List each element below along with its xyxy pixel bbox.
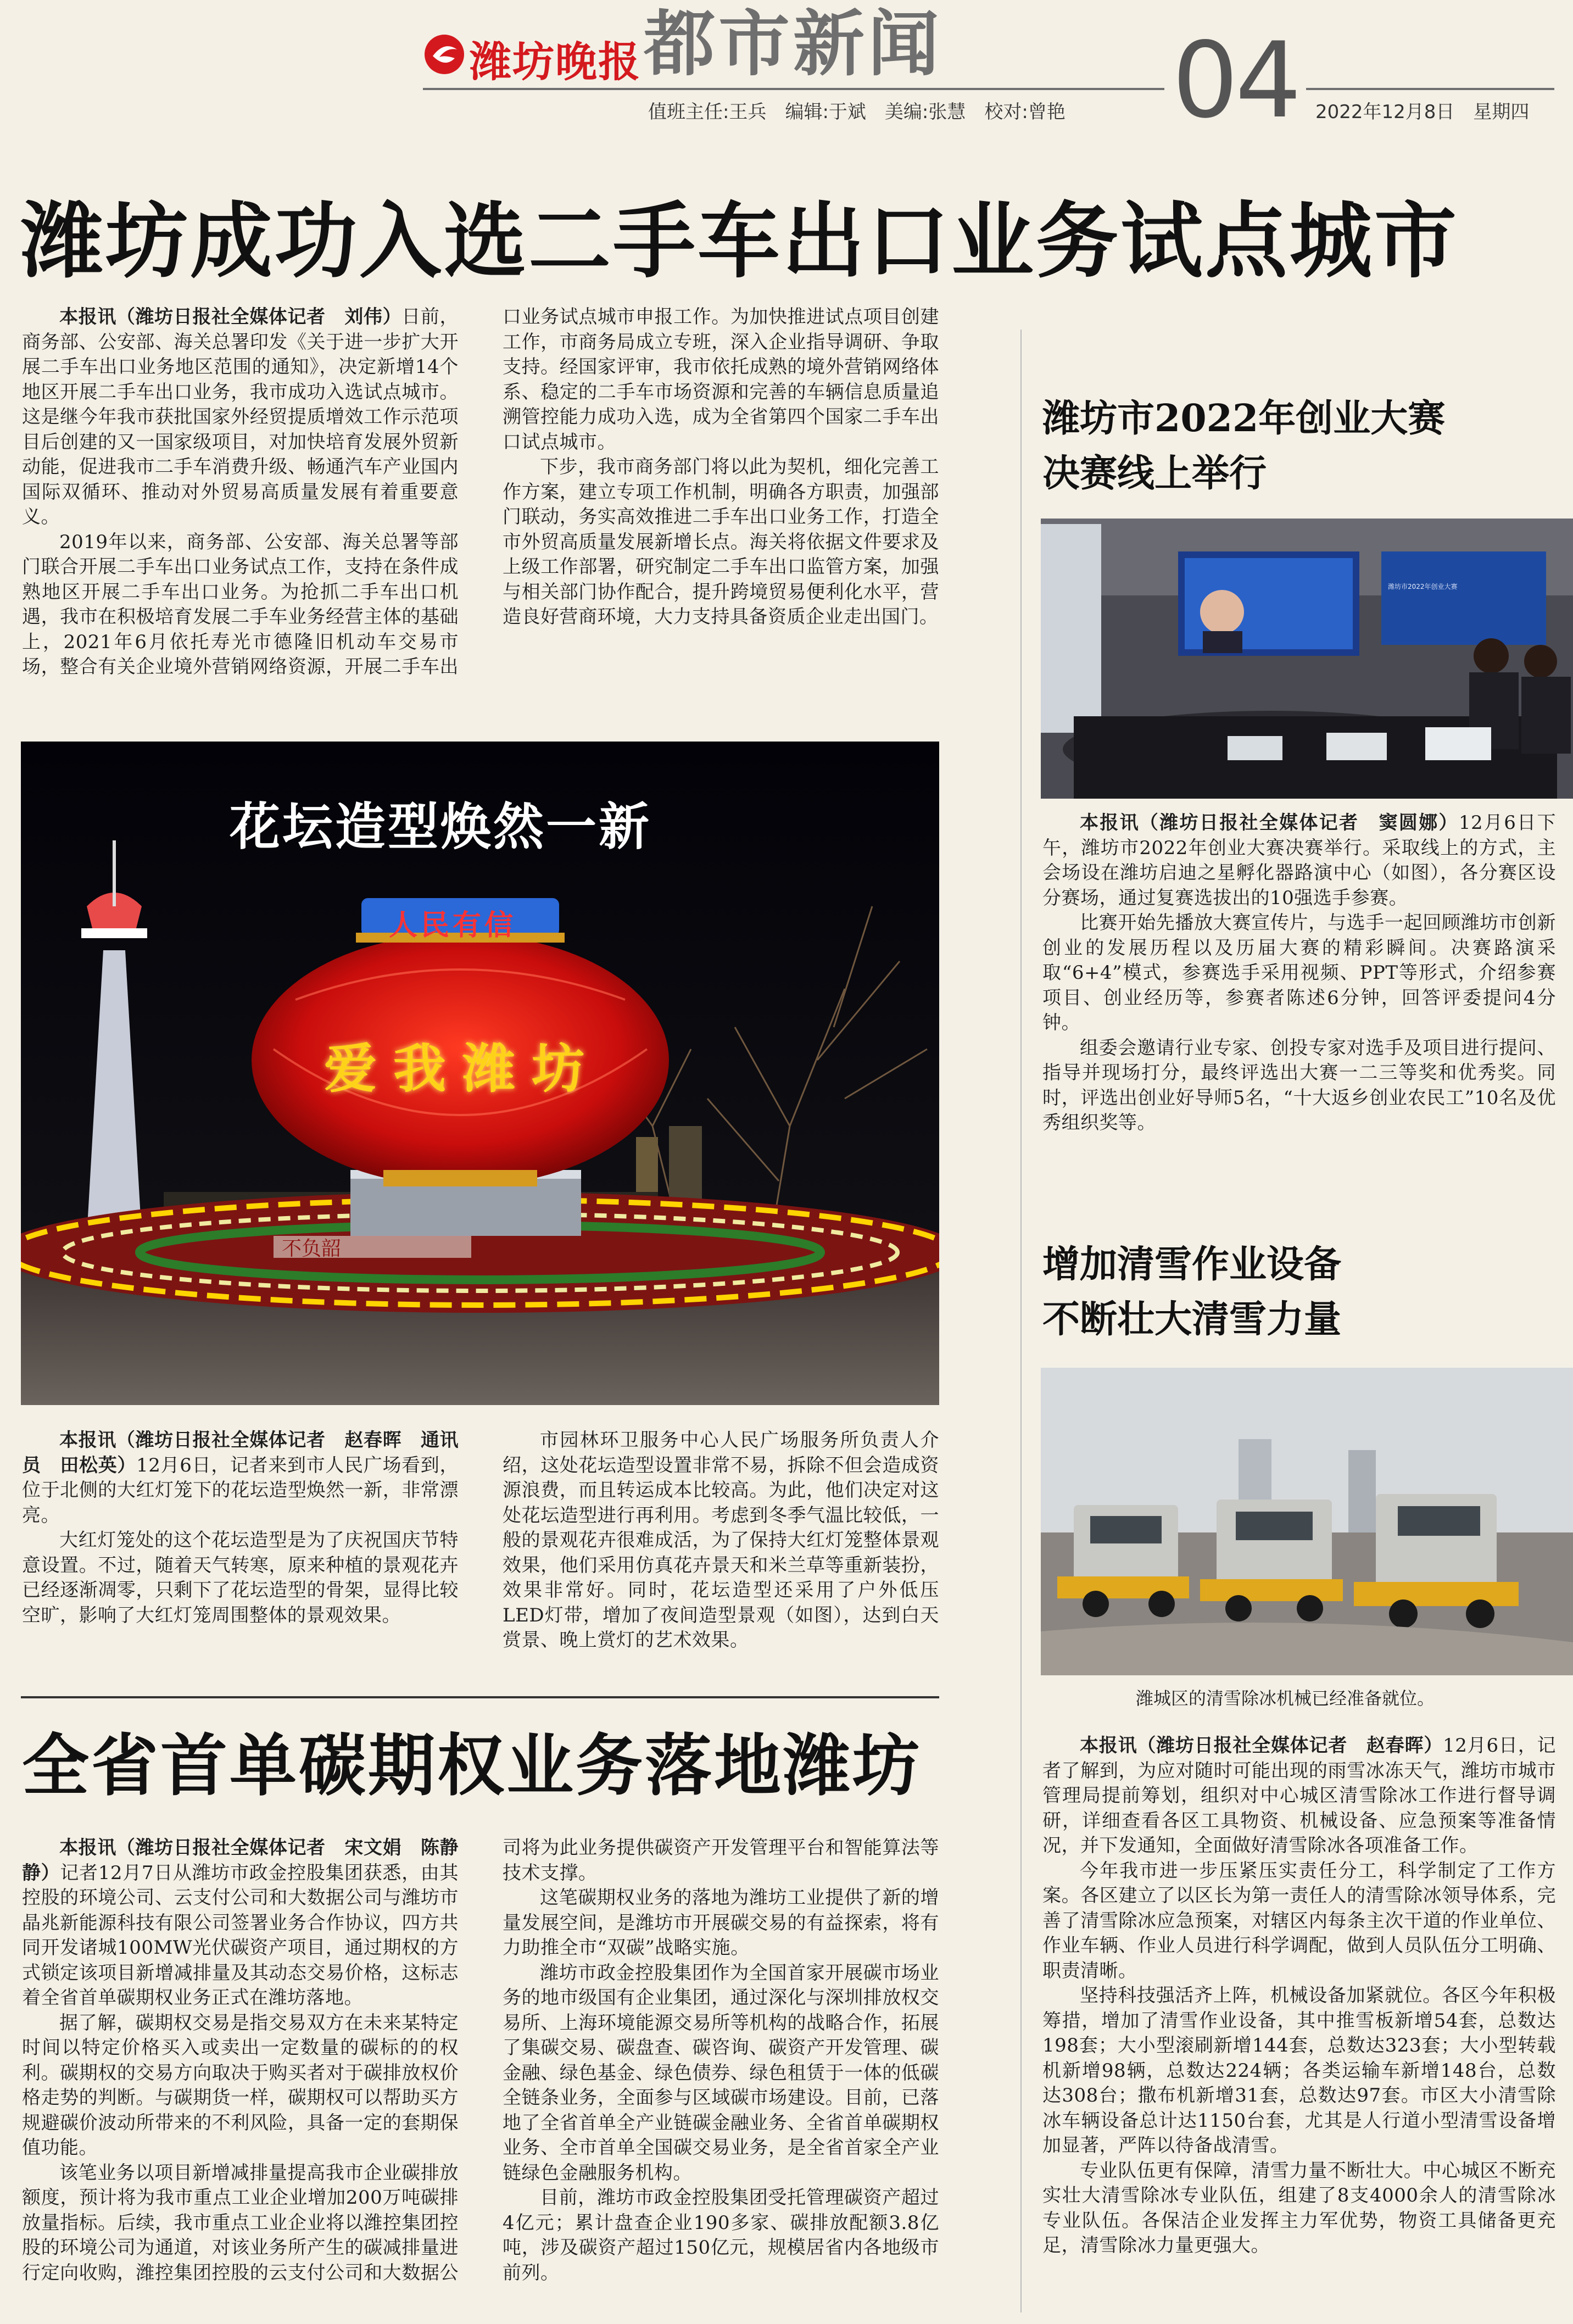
article1-byline: 本报讯（潍坊日报社全媒体记者 刘伟） [59, 306, 402, 328]
logo-icon [423, 33, 466, 76]
photo-screen-text: 人民有信 [389, 909, 517, 942]
snow-article-byline: 本报讯（潍坊日报社全媒体记者 赵春晖） [1080, 1735, 1443, 1757]
flower-article-byline: 本报讯（潍坊日报社全媒体记者 赵春晖 通讯员 田松英） [22, 1429, 459, 1476]
flower-article-body: 本报讯（潍坊日报社全媒体记者 赵春晖 通讯员 田松英）12月6日，记者来到市人民广场看到，位于北侧的大红灯笼下的花坛造型焕然一新，非常漂亮。 大红灯笼处的这个花坛造型是为了庆祝国庆节特意设置。不过，随着天气转寒，原来种植的景观花卉已经逐渐凋零，只剩下了花坛造型的骨架，显得比较空旷，影响了大红灯笼周围整体的景观效果。 市园林环卫服务中心人民广场服务所负责人介绍，这处花坛造型设置非常不易，拆除不但会造成资源浪费，而且转运成本比较高。为此，他们决定对这处花坛造型进行再利用。考虑到冬季气温比较低，一般的景观花卉很难成活，为了保持大红灯笼整体景观效果，他们采用仿真花卉景天和米兰草等重新装扮，效果非常好。同时，花坛造型还采用了户外低压LED灯带，增加了夜间造型景观（如图），达到白天赏景、晚上赏灯的艺术效果。 [22, 1429, 939, 1651]
carbon-article-body: 本报讯（潍坊日报社全媒体记者 宋文娟 陈静静）记者12月7日从潍坊市政金控股集团获悉，由其控股的环境公司、云支付公司和大数据公司与潍坊市晶兆新能源科技有限公司签署业务合作协议，四方共同开发诸城100MW光伏碳资产项目，通过期权的方式锁定该项目新增减排量及其动态交易价格，这标志着全省首单碳期权业务正式在潍坊落地。 据了解，碳期权交易是指交易双方在未来某特定时间以特定价格买入或卖出一定数量的碳标的的权利。碳期权的交易方向取决于购买者对于碳排放权价格走势的判断。与碳期货一样，碳期权可以帮助买方规避碳价波动所带来的不利风险，具备一定的套期保值功能。 该笔业务以项目新增减排量提高我市企业碳排放额度，预计将为我市重点工业企业增加200万吨碳排放量指标。后续，我市重点工业企业将以潍控集团控股的环境公司为通道，对该业务所产生的碳减排量进行定向收购，潍控集团控股的云支付公司和大数据公司将为此业务提供碳资产开发管理平台和智能算法等技术支撑。 这笔碳期权业务的落地为潍坊工业提供了新的增量发展空间，是潍坊市开展碳交易的有益探索，将有力助推全市“双碳”战略实施。 潍坊市政金控股集团作为全国首家开展碳市场业务的地市级国有企业集团，通过深化与深圳排放权交易所、上海环境能源交易所等机构的战略合作，拓展了集碳交易、碳盘查、碳咨询、碳资产开发管理、碳金融、绿色基金、绿色债券、绿色租赁于一体的低碳全链条业务，全面参与区域碳市场建设。目前，已落地了全省首单全产业链碳金融业务、全省首单碳期权业务、全市首单全国碳交易业务，是全省首家全产业链绿色金融服务机构。 目前，潍坊市政金控股集团受托管理碳资产超过4亿元；累计盘查企业190多家、碳排放配额3.8亿吨，涉及碳资产超过150亿元，规模居省内各地级市前列。 [22, 1837, 939, 2284]
carbon-headline: 全省首单碳期权业务落地潍坊 [22, 1727, 922, 1805]
snow-equipment-photo [1041, 1368, 1573, 1675]
masthead-divider [423, 88, 1554, 90]
masthead [0, 0, 1573, 141]
lantern-text: 爱我潍坊 [324, 1038, 601, 1100]
article1-body: 本报讯（潍坊日报社全媒体记者 刘伟）日前，商务部、公安部、海关总署印发《关于进一步扩大开展二手车出口业务地区范围的通知》，决定新增14个地区开展二手车出口业务，我市成功入选试点城市。这是继今年我市获批国家外经贸提质增效工作示范项目后创建的又一国家级项目，对加快培育发展外贸新动能，促进我市二手车消费升级、畅通汽车产业国内国际双循环、推动对外贸易高质量发展有着重要意义。 2019年以来，商务部、公安部、海关总署等部门联合开展二手车出口业务试点工作，支持在条件成熟地区开展二手车出口业务。为抢抓二手车出口机遇，我市在积极培育发展二手车业务经营主体的基础上，2021年6月依托寿光市德隆旧机动车交易市场，整合有关企业境外营销网络资源，开展二手车出口业务试点城市申报工作。为加快推进试点项目创建工作，市商务局成立专班，深入企业指导调研、争取支持。经国家评审，我市依托成熟的境外营销网络体系、稳定的二手车市场资源和完善的车辆信息质量追溯管控能力成功入选，成为全省第四个国家二手车出口试点城市。 下步，我市商务部门将以此为契机，细化完善工作方案，建立专项工作机制，明确各方职责，加强部门联动，务实高效推进二手车出口业务工作，打造全市外贸高质量发展新增长点。海关将依据文件要求及上级工作部署，研究制定二手车出口监管方案，加强与相关部门协作配合，提升跨境贸易便利化水平，营造良好营商环境，大力支持具备资质企业走出国门。 [22, 306, 939, 678]
date-line: 2022年12月8日 星期四 [1315, 101, 1530, 123]
right-column-rule [1020, 330, 1022, 2312]
flower-bed-photo [21, 742, 939, 1405]
contest-photo-screen-text: 潍坊市2022年创业大赛 [1388, 583, 1458, 590]
contest-article-body: 本报讯（潍坊日报社全媒体记者 窦圆娜）12月6日下午，潍坊市2022年创业大赛决赛举行。采取线上的方式，主会场设在潍坊启迪之星孵化器路演中心（如图），各分赛区设分赛场，通过复赛选拔出的10强选手参赛。 比赛开始先播放大赛宣传片，与选手一起回顾潍坊市创新创业的发展历程以及历届大赛的精彩瞬间。决赛路演采取“6+4”模式，参赛选手采用视频、PPT等形式，介绍参赛项目、创业经历等，参赛者陈述6分钟，回答评委提问4分钟。 组委会邀请行业专家、创投专家对选手及项目进行提问、指导并现场打分，最终评选出大赛一二三等奖和优秀奖。同时，评选出创业好导师5名，“十大返乡创业农民工”10名及优秀组织奖等。 [1042, 812, 1556, 1134]
snow-photo-caption: 潍城区的清雪除冰机械已经准备就位。 [1136, 1688, 1435, 1709]
section-title: 都市新闻 [644, 2, 943, 86]
staff-line: 值班主任:王兵 编辑:于斌 美编:张慧 校对:曾艳 [648, 101, 1066, 123]
logo-text: 潍坊晚报 [470, 37, 641, 86]
carbon-article-byline: 本报讯（潍坊日报社全媒体记者 宋文娟 陈静静） [22, 1837, 459, 1884]
contest-headline-line2: 决赛线上举行 [1042, 452, 1267, 495]
page-number: 04 [1164, 29, 1306, 133]
section-divider [21, 1696, 939, 1698]
contest-headline-line1: 潍坊市2022年创业大赛 [1042, 397, 1446, 441]
contest-photo [1041, 519, 1573, 799]
photo-overlay-title: 花坛造型焕然一新 [230, 798, 652, 856]
contest-article-byline: 本报讯（潍坊日报社全媒体记者 窦圆娜） [1080, 812, 1459, 834]
photo-sign-text: 不负韶 [282, 1238, 342, 1260]
article1-headline: 潍坊成功入选二手车出口业务试点城市 [21, 194, 1459, 289]
snow-headline-line2: 不断壮大清雪力量 [1042, 1297, 1342, 1341]
snow-article-body: 本报讯（潍坊日报社全媒体记者 赵春晖）12月6日，记者了解到，为应对随时可能出现的雨雪冰冻天气，潍坊市城市管理局提前筹划，组织对中心城区清雪除冰工作进行督导调研，详细查看各区工具物资、机械设备、应急预案等准备情况，并下发通知，全面做好清雪除冰各项准备工作。 今年我市进一步压紧压实责任分工，科学制定了工作方案。各区建立了以区长为第一责任人的清雪除冰领导体系，完善了清雪除冰应急预案，对辖区内每条主次干道的作业单位、作业车辆、作业人员进行科学调配，做到人员队伍分工明确、职责清晰。 坚持科技强活齐上阵，机械设备加紧就位。各区今年积极筹措，增加了清雪作业设备，其中推雪板新增54套，总数达198套；大小型滚刷新增144套，总数达323套；大小型转载机新增98辆，总数达224辆；各类运输车新增148台，总数达308台；撒布机新增31套，总数达97套。市区大小清雪除冰车辆设备总计达1150台套，尤其是人行道小型清雪设备增加显著，严阵以待备战清雪。 专业队伍更有保障，清雪力量不断壮大。中心城区不断充实壮大清雪除冰专业队伍，组建了8支4000余人的清雪除冰专业队伍。各保洁企业发挥主力军优势，物资工具储备更充足，清雪除冰力量更强大。 [1042, 1735, 1556, 2256]
snow-headline-line1: 增加清雪作业设备 [1042, 1242, 1342, 1286]
